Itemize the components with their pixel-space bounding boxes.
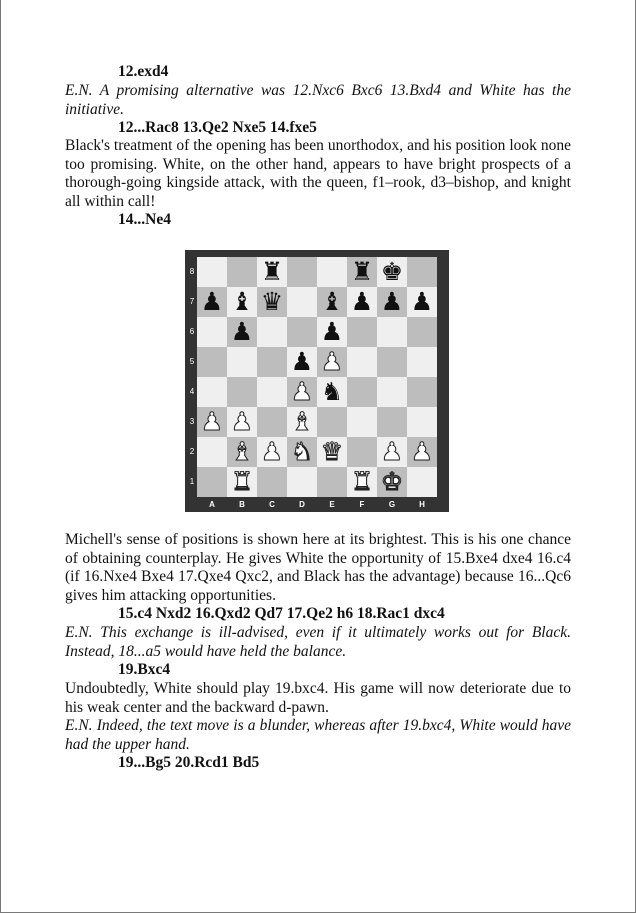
square-d3 — [287, 407, 317, 437]
black-pawn-icon: ♟ — [410, 287, 434, 316]
square-a6 — [197, 317, 227, 347]
square-e8 — [317, 257, 347, 287]
square-g2 — [377, 437, 407, 467]
square-b6 — [227, 317, 257, 347]
square-a2 — [197, 437, 227, 467]
black-bishop-icon: ♝ — [230, 287, 254, 316]
paragraph-3: Undoubtedly, White should play 19.bxc4. His game will now deteriorate due to his weak center and the backward d-pawn. — [65, 680, 571, 716]
square-f3 — [347, 407, 377, 437]
black-pawn-icon: ♟ — [200, 287, 224, 316]
square-c3 — [257, 407, 287, 437]
square-e3 — [317, 407, 347, 437]
rank-label: 3 — [189, 417, 195, 426]
square-f8 — [347, 257, 377, 287]
rank-label: 1 — [189, 477, 195, 486]
editor-note-2: E.N. This exchange is ill-advised, even if it ultimately works out for Black. Instead, 18...a5 would have held the balance. — [65, 624, 571, 660]
black-queen-icon: ♛ — [260, 287, 284, 316]
rank-label: 5 — [189, 357, 195, 366]
white-pawn-icon: ♟ — [410, 437, 434, 466]
square-g3 — [377, 407, 407, 437]
square-a5 — [197, 347, 227, 377]
black-king-icon: ♚ — [380, 257, 404, 286]
square-h7 — [407, 287, 437, 317]
white-queen-icon: ♛ — [320, 437, 344, 466]
square-f2 — [347, 437, 377, 467]
rank-label: 6 — [189, 327, 195, 336]
white-pawn-icon: ♟ — [260, 437, 284, 466]
square-c5 — [257, 347, 287, 377]
rank-label: 4 — [189, 387, 195, 396]
square-d7 — [287, 287, 317, 317]
square-g6 — [377, 317, 407, 347]
file-label: A — [209, 500, 215, 509]
editor-note-3: E.N. Indeed, the text move is a blunder, whereas after 19.bxc4, White would have had the upper hand. — [65, 717, 571, 753]
white-rook-icon: ♜ — [230, 467, 254, 496]
square-c6 — [257, 317, 287, 347]
paragraph-2: Michell's sense of positions is shown here at its brightest. This is his one chance of obtaining counterplay. He gives White the opportunity of 15.Bxe4 dxe4 16.c4 (if 16.Nxe4 Bxe4 17.Qxe4 Qxc2, and Black has the advantage) because 16...Qc6 gives him attacking opportunities. — [65, 531, 571, 604]
file-label: F — [359, 500, 365, 509]
square-c8 — [257, 257, 287, 287]
square-e7 — [317, 287, 347, 317]
square-h2 — [407, 437, 437, 467]
black-bishop-icon: ♝ — [320, 287, 344, 316]
chess-board — [197, 257, 437, 497]
square-f4 — [347, 377, 377, 407]
editor-note-1: E.N. A promising alternative was 12.Nxc6 Bxc6 13.Bxd4 and White has the initiative. — [65, 82, 571, 118]
move-14: 14...Ne4 — [118, 211, 171, 228]
square-c1 — [257, 467, 287, 497]
white-knight-icon: ♞ — [290, 437, 314, 466]
square-h1 — [407, 467, 437, 497]
square-f6 — [347, 317, 377, 347]
black-pawn-icon: ♟ — [290, 347, 314, 376]
square-h8 — [407, 257, 437, 287]
square-f1 — [347, 467, 377, 497]
square-e1 — [317, 467, 347, 497]
rank-label: 8 — [189, 267, 195, 276]
white-rook-icon: ♜ — [350, 467, 374, 496]
white-pawn-icon: ♟ — [290, 377, 314, 406]
square-d2 — [287, 437, 317, 467]
square-d8 — [287, 257, 317, 287]
square-b2 — [227, 437, 257, 467]
file-label: E — [329, 500, 335, 509]
square-d6 — [287, 317, 317, 347]
square-c2 — [257, 437, 287, 467]
square-h4 — [407, 377, 437, 407]
file-label: H — [419, 500, 425, 509]
move-19b: 19...Bg5 20.Rcd1 Bd5 — [118, 754, 260, 771]
square-g5 — [377, 347, 407, 377]
square-g1 — [377, 467, 407, 497]
file-label: C — [269, 500, 275, 509]
black-pawn-icon: ♟ — [380, 287, 404, 316]
square-e6 — [317, 317, 347, 347]
square-h5 — [407, 347, 437, 377]
white-bishop-icon: ♝ — [230, 437, 254, 466]
rank-label: 2 — [189, 447, 195, 456]
square-b3 — [227, 407, 257, 437]
white-pawn-icon: ♟ — [230, 407, 254, 436]
square-d5 — [287, 347, 317, 377]
move-12: 12.exd4 — [118, 63, 169, 80]
white-bishop-icon: ♝ — [290, 407, 314, 436]
black-pawn-icon: ♟ — [350, 287, 374, 316]
white-pawn-icon: ♟ — [320, 347, 344, 376]
square-a8 — [197, 257, 227, 287]
white-king-icon: ♚ — [380, 467, 404, 496]
square-c4 — [257, 377, 287, 407]
square-b4 — [227, 377, 257, 407]
square-d1 — [287, 467, 317, 497]
paragraph-1: Black's treatment of the opening has been unorthodox, and his position look none too promising. White, on the other hand, appears to have bright prospects of a thorough-going kingside attack, with the queen, f1–rook, d3–bishop, and knight all within call! — [65, 137, 571, 210]
move-12b: 12...Rac8 13.Qe2 Nxe5 14.fxe5 — [118, 119, 317, 136]
square-g8 — [377, 257, 407, 287]
square-f5 — [347, 347, 377, 377]
black-rook-icon: ♜ — [260, 257, 284, 286]
square-b1 — [227, 467, 257, 497]
move-15: 15.c4 Nxd2 16.Qxd2 Qd7 17.Qe2 h6 18.Rac1 dxc4 — [118, 605, 445, 622]
square-a3 — [197, 407, 227, 437]
chess-diagram — [185, 250, 449, 512]
square-b7 — [227, 287, 257, 317]
square-a4 — [197, 377, 227, 407]
square-h3 — [407, 407, 437, 437]
square-e2 — [317, 437, 347, 467]
square-a1 — [197, 467, 227, 497]
square-g4 — [377, 377, 407, 407]
square-b8 — [227, 257, 257, 287]
square-e4 — [317, 377, 347, 407]
file-label: G — [388, 500, 396, 509]
square-h6 — [407, 317, 437, 347]
white-pawn-icon: ♟ — [200, 407, 224, 436]
file-label: B — [239, 500, 245, 509]
black-pawn-icon: ♟ — [320, 317, 344, 346]
rank-label: 7 — [189, 297, 195, 306]
square-b5 — [227, 347, 257, 377]
black-pawn-icon: ♟ — [230, 317, 254, 346]
square-e5 — [317, 347, 347, 377]
black-rook-icon: ♜ — [350, 257, 374, 286]
square-f7 — [347, 287, 377, 317]
file-label: D — [299, 500, 305, 509]
move-19: 19.Bxc4 — [118, 661, 171, 678]
square-c7 — [257, 287, 287, 317]
square-a7 — [197, 287, 227, 317]
square-g7 — [377, 287, 407, 317]
square-d4 — [287, 377, 317, 407]
white-pawn-icon: ♟ — [380, 437, 404, 466]
black-knight-icon: ♞ — [320, 377, 344, 406]
